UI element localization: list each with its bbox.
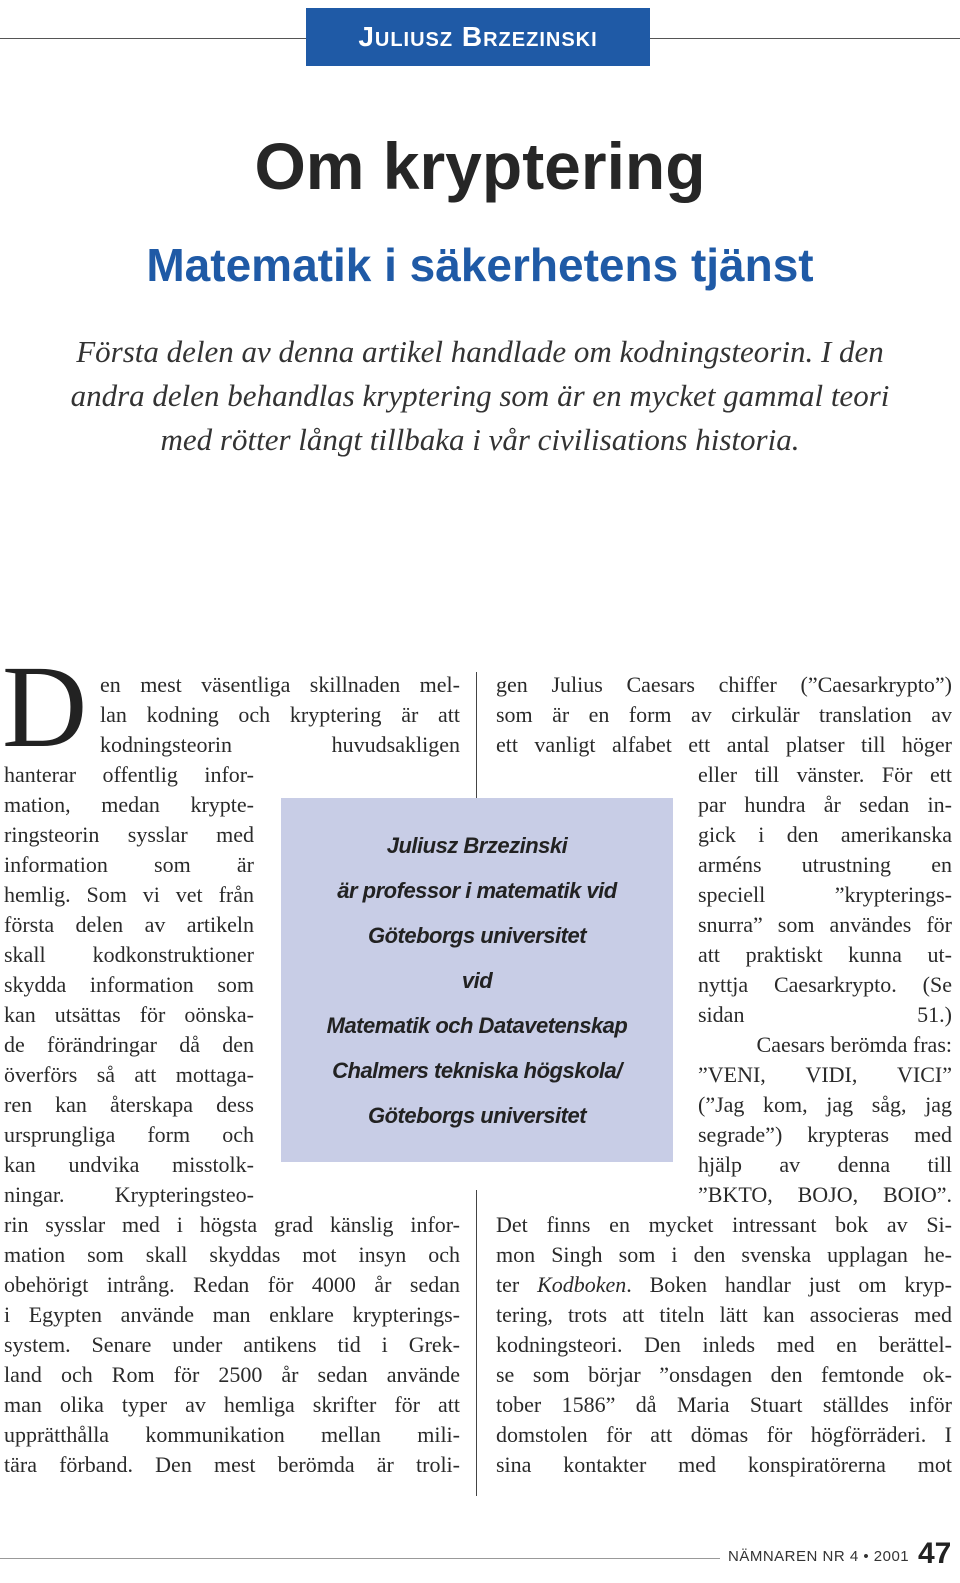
text-line: tering, trots att titeln lätt kan associeras med	[496, 1302, 952, 1327]
text-line: arméns utrustning en	[698, 852, 952, 877]
header-rule-left	[0, 38, 306, 39]
drop-cap: D	[2, 641, 88, 772]
text-line: en mest väsentliga skillnaden mel-	[100, 672, 460, 697]
text-line: första delen av artikeln	[4, 912, 254, 937]
text-line: segrade”) krypteras med	[698, 1122, 952, 1147]
text-line: Caesars berömda fras:	[756, 1032, 952, 1057]
text-line: Det finns en mycket intressant bok av Si-	[496, 1212, 952, 1237]
author-banner: Juliusz Brzezinski	[306, 8, 650, 66]
text-line: man olika typer av hemliga skrifter för att	[4, 1392, 460, 1417]
text-line: nyttja Caesarkrypto. (Se	[698, 972, 952, 997]
text-line: i Egypten använde man enklare krypterings-	[4, 1302, 460, 1327]
text-line: obehörigt intrång. Redan för 4000 år sedan	[4, 1272, 460, 1297]
text-line: ningar. Krypteringsteo-	[4, 1182, 254, 1207]
text-line: ”BKTO, BOJO, BOIO”.	[698, 1182, 952, 1207]
text-line: domstolen för att dömas för högförräderi. I	[496, 1422, 952, 1447]
text-line: snurra” som användes för	[698, 912, 952, 937]
text-line: ren kan återskapa dess	[4, 1092, 254, 1117]
text-line: kan utsättas för oönska-	[4, 1002, 254, 1027]
text-line: rin sysslar med i högsta grad känslig infor-	[4, 1212, 460, 1237]
text-line: speciell ”krypterings-	[698, 882, 952, 907]
text-line: tober 1586” då Maria Stuart ställdes inför	[496, 1392, 952, 1417]
infobox-line: Göteborgs universitet	[367, 1102, 587, 1128]
text-line: att praktiskt kunna ut-	[698, 942, 952, 967]
text-line: lan kodning och kryptering är att	[100, 702, 460, 727]
text-line: upprätthålla kommunikation mellan mili-	[4, 1422, 460, 1447]
text-line: par hundra år sedan in-	[698, 792, 952, 817]
footer-rule	[0, 1558, 720, 1559]
text-line: mon Singh som i den svenska upplagan he-	[496, 1242, 952, 1267]
text-line: (”Jag kom, jag såg, jag	[698, 1092, 952, 1117]
article-subtitle: Matematik i säkerhetens tjänst	[146, 239, 814, 291]
text-line: hemlig. Som vi vet från	[4, 882, 254, 907]
text-line: ursprungliga form och	[4, 1122, 254, 1147]
text-line: ett vanligt alfabet ett antal platser till höger	[496, 732, 952, 757]
text-line: ringsteorin sysslar med	[4, 822, 254, 847]
header-rule-right	[650, 38, 960, 39]
text-line: sidan 51.)	[698, 1002, 952, 1027]
article-title: Om kryptering	[254, 129, 706, 203]
infobox-line: Chalmers tekniska högskola/	[332, 1057, 622, 1083]
text-line: system. Senare under antikens tid i Grek-	[4, 1332, 460, 1357]
infobox-line: Matematik och Datavetenskap	[326, 1012, 628, 1038]
infobox-line: Göteborgs universitet	[367, 922, 587, 948]
infobox-line: vid	[461, 967, 493, 993]
infobox-line: Juliusz Brzezinski	[386, 832, 568, 858]
text-line: eller till vänster. För ett	[698, 762, 952, 787]
text-line: kodningsteori. Den inleds med en berättel-	[496, 1332, 952, 1357]
text-line: som är en form av cirkulär translation av	[496, 702, 952, 727]
text-line: kodningsteorin huvudsakligen	[100, 732, 460, 757]
page-number: 47	[918, 1537, 952, 1570]
text-line: hanterar offentlig infor-	[4, 762, 254, 787]
text-line: gick i den amerikanska	[698, 822, 952, 847]
text-line: ter Kodboken. Boken handlar just om kryp-	[496, 1272, 952, 1297]
text-line: information som är	[4, 852, 254, 877]
text-line: tära förband. Den mest berömda är troli-	[4, 1452, 460, 1477]
text-line: land och Rom för 2500 år sedan använde	[4, 1362, 460, 1387]
text-line: hjälp av denna till	[698, 1152, 952, 1177]
text-line: de förändringar då den	[4, 1032, 254, 1057]
text-line: kan undvika misstolk-	[4, 1152, 254, 1177]
text-line: överförs så att mottaga-	[4, 1062, 254, 1087]
book-title: Kodboken	[537, 1272, 627, 1297]
text-line: mation som skall skyddas mot insyn och	[4, 1242, 460, 1267]
author-infobox	[281, 798, 673, 1162]
infobox-line: är professor i matematik vid	[337, 877, 617, 903]
text-line: skall kodkonstruktioner	[4, 942, 254, 967]
text-line: se som börjar ”onsdagen den femtonde ok-	[496, 1362, 952, 1387]
article-ingress: Första delen av denna artikel handlade om kodningsteorin. I den andra delen behandlas kryptering som är en mycket gammal teori med rötter långt tillbaka i vår civilisations historia.	[70, 334, 890, 457]
text-line: ”VENI, VIDI, VICI”	[698, 1062, 952, 1087]
text-line: mation, medan krypte-	[4, 792, 254, 817]
footer-issue: NÄMNAREN NR 4 • 2001	[728, 1548, 910, 1565]
text-line: skydda information som	[4, 972, 254, 997]
column-divider-top	[476, 672, 477, 798]
text-line: gen Julius Caesars chiffer (”Caesarkrypto”)	[496, 672, 952, 697]
column-divider-bottom	[476, 1190, 477, 1496]
text-line: sina kontakter med konspiratörerna mot	[496, 1452, 952, 1477]
